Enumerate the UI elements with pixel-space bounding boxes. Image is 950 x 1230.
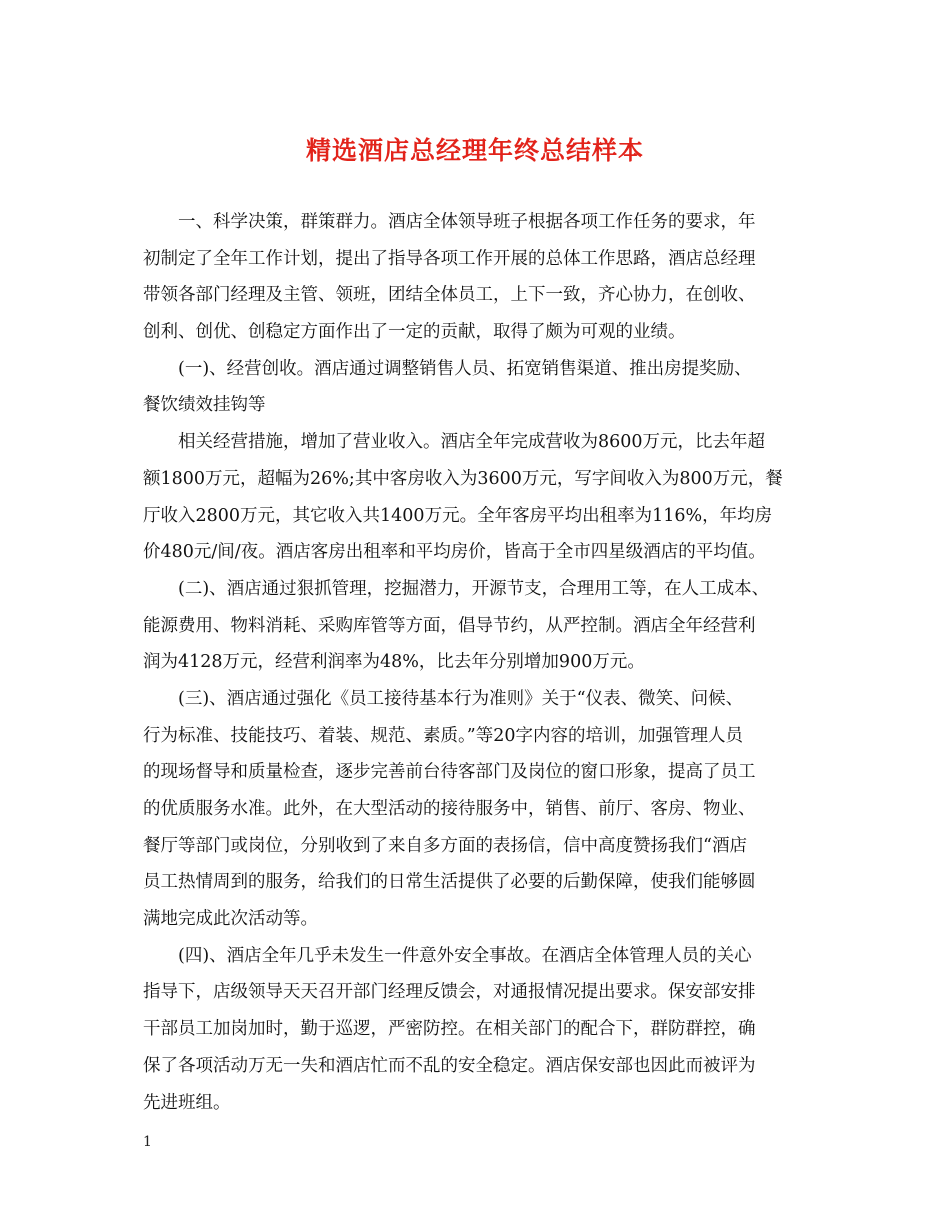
- document-title: 精选酒店总经理年终总结样本: [305, 136, 644, 165]
- text-line: 餐厅等部门或岗位，分别收到了来自多方面的表扬信，信中高度赞扬我们“酒店: [143, 835, 747, 856]
- text-line: 创利、创优、创稳定方面作出了一定的贡献，取得了颇为可观的业绩。: [143, 322, 686, 343]
- text-line: 能源费用、物料消耗、采购库管等方面，倡导节约，从严控制。酒店全年经营利: [143, 615, 756, 636]
- text-line: 一、科学决策，群策群力。酒店全体领导班子根据各项工作任务的要求，年: [178, 212, 756, 232]
- text-line: 餐饮绩效挂钩等: [143, 395, 266, 416]
- text-line: 行为标准、技能技巧、着装、规范、素质。”等20字内容的培训，加强管理人员: [143, 725, 743, 746]
- text-line: (一)、经营创收。酒店通过调整销售人员、拓宽销售渠道、推出房提奖励、: [178, 358, 752, 379]
- text-line: 保了各项活动万无一失和酒店忙而不乱的安全稳定。酒店保安部也因此而被评为: [143, 1055, 756, 1076]
- text-line: 满地完成此次活动等。: [143, 909, 318, 930]
- text-line: 厅收入2800万元，其它收入共1400万元。全年客房平均出租率为116%，年均房: [143, 505, 773, 526]
- text-line: 相关经营措施，增加了营业收入。酒店全年完成营收为8600万元，比去年超: [178, 432, 766, 453]
- text-line: (二)、酒店通过狠抓管理，挖掘潜力，开源节支，合理用工等，在人工成本、: [178, 578, 770, 599]
- text-line: 初制定了全年工作计划，提出了指导各项工作开展的总体工作思路，酒店总经理: [143, 248, 756, 269]
- text-line: 指导下，店级领导天天召开部门经理反馈会，对通报情况提出要求。保安部安排: [143, 982, 756, 1003]
- text-line: (三)、酒店通过强化《员工接待基本行为准则》关于“仪表、微笑、问候、: [178, 688, 744, 709]
- text-line: 价480元/间/夜。酒店客房出租率和平均房价，皆高于全市四星级酒店的平均值。: [143, 542, 766, 563]
- text-line: 带领各部门经理及主管、领班，团结全体员工，上下一致，齐心协力，在创收、: [143, 285, 756, 306]
- text-line: 干部员工加岗加时，勤于巡逻，严密防控。在相关部门的配合下，群防群控，确: [143, 1019, 756, 1040]
- text-line: 员工热情周到的服务，给我们的日常生活提供了必要的后勤保障，使我们能够圆: [143, 872, 756, 893]
- page-number: 1: [143, 1134, 152, 1150]
- text-line: 的现场督导和质量检查，逐步完善前台待客部门及岗位的窗口形象，提高了员工: [143, 762, 756, 783]
- document-body: [143, 204, 813, 1121]
- text-line: 额1800万元，超幅为26%;其中客房收入为3600万元，写字间收入为800万元，餐: [143, 468, 783, 489]
- text-line: 的优质服务水准。此外，在大型活动的接待服务中，销售、前厅、客房、物业、: [143, 799, 756, 819]
- text-line: (四)、酒店全年几乎未发生一件意外安全事故。在酒店全体管理人员的关心: [178, 945, 752, 966]
- text-line: 润为4128万元，经营利润率为48%，比去年分别增加900万元。: [143, 652, 645, 673]
- text-line: 先进班组。: [143, 1092, 231, 1113]
